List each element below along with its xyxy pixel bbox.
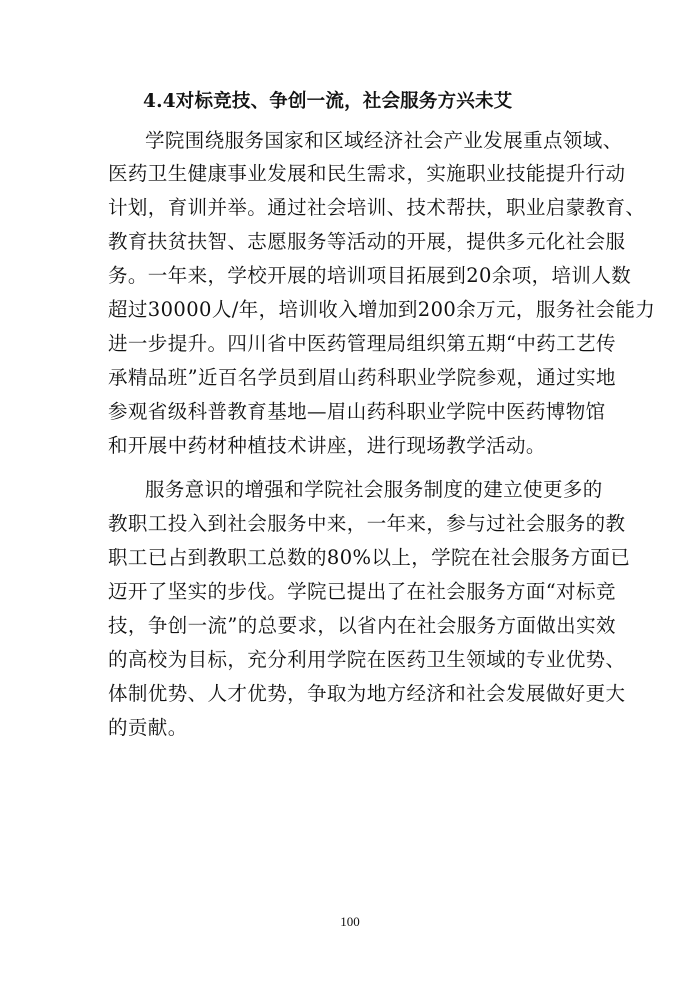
paragraph-1-line-6: 超过30000人/年，培训收入增加到200余万元，服务社会能力 [108, 298, 656, 321]
paragraph-2-line-8: 的贡献。 [108, 716, 188, 739]
paragraph-1-line-9: 参观省级科普教育基地—眉山药科职业学院中医药博物馆 [108, 400, 606, 423]
page-number: 100 [340, 914, 360, 929]
paragraph-1-line-5: 务。一年来，学校开展的培训项目拓展到20余项，培训人数 [108, 264, 632, 287]
paragraph-2-line-5: 技，争创一流”的总要求，以省内在社会服务方面做出实效 [108, 614, 616, 637]
paragraph-1-line-7: 进一步提升。四川省中医药管理局组织第五期“中药工艺传 [108, 332, 616, 355]
section-heading: 4.4对标竞技、争创一流，社会服务方兴未艾 [143, 91, 513, 112]
paragraph-2-line-7: 体制优势、人才优势，争取为地方经济和社会发展做好更大 [108, 682, 626, 705]
paragraph-2-line-6: 的高校为目标，充分利用学院在医药卫生领域的专业优势、 [108, 648, 626, 671]
paragraph-1-line-1: 学院围绕服务国家和区域经济社会产业发展重点领域、 [145, 129, 623, 152]
paragraph-1-line-3: 计划，育训并举。通过社会培训、技术帮扶，职业启蒙教育、 [108, 196, 646, 219]
paragraph-2-line-1: 服务意识的增强和学院社会服务制度的建立使更多的 [145, 478, 603, 501]
paragraph-1-line-10: 和开展中药材种植技术讲座，进行现场教学活动。 [108, 434, 546, 457]
paragraph-1-line-4: 教育扶贫扶智、志愿服务等活动的开展，提供多元化社会服 [108, 230, 626, 253]
paragraph-2-line-3: 职工已占到教职工总数的80%以上，学院在社会服务方面已 [108, 546, 631, 569]
paragraph-1-line-2: 医药卫生健康事业发展和民生需求，实施职业技能提升行动 [108, 162, 626, 185]
paragraph-1-line-8: 承精品班”近百名学员到眉山药科职业学院参观，通过实地 [108, 366, 616, 389]
paragraph-2-line-4: 迈开了坚实的步伐。学院已提出了在社会服务方面“对标竞 [108, 580, 616, 603]
paragraph-2-line-2: 教职工投入到社会服务中来，一年来，参与过社会服务的教 [108, 512, 626, 535]
